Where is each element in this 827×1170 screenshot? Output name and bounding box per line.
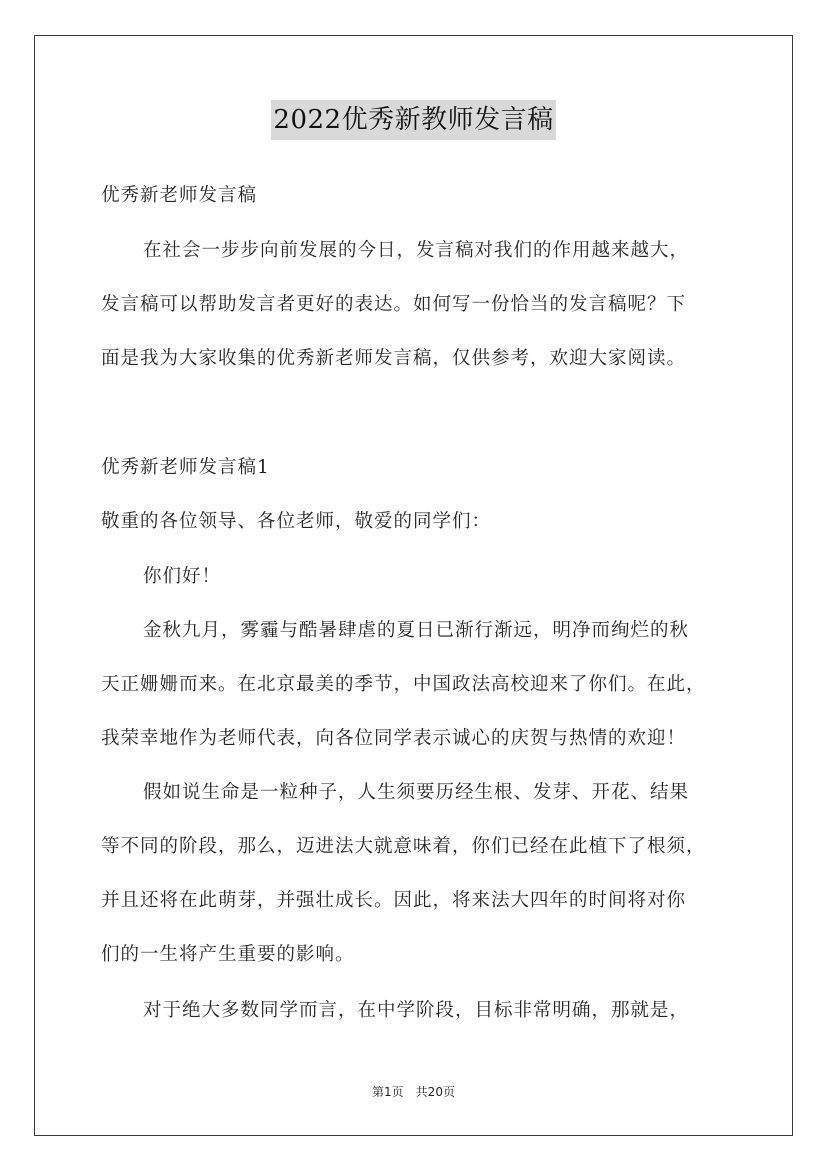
salutation: 敬重的各位领导、各位老师，敬爱的同学们： xyxy=(101,511,492,532)
title-container xyxy=(0,100,827,140)
paragraph-line: 发言稿可以帮助发言者更好的表达。如何写一份恰当的发言稿呢？下 xyxy=(101,294,687,315)
document-title: 2022优秀新教师发言稿 xyxy=(271,100,555,140)
paragraph-line: 并且还将在此萌芽，并强壮成长。因此，将来法大四年的时间将对你 xyxy=(101,890,687,911)
paragraph-line: 对于绝大多数同学而言，在中学阶段，目标非常明确，那就是， xyxy=(143,1000,690,1021)
section-heading: 优秀新老师发言稿 xyxy=(101,185,258,206)
paragraph-line: 我荣幸地作为老师代表，向各位同学表示诚心的庆贺与热情的欢迎！ xyxy=(101,728,687,749)
paragraph-line: 金秋九月，雾霾与酷暑肆虐的夏日已渐行渐远，明净而绚烂的秋 xyxy=(143,620,690,641)
page-number-footer: 第1页 共20页 xyxy=(372,1085,455,1099)
paragraph-line: 天正姗姗而来。在北京最美的季节，中国政法高校迎来了你们。在此， xyxy=(101,674,706,695)
paragraph-line: 等不同的阶段，那么，迈进法大就意味着，你们已经在此植下了根须， xyxy=(101,836,706,857)
section-heading: 优秀新老师发言稿1 xyxy=(101,457,270,478)
paragraph-line: 面是我为大家收集的优秀新老师发言稿，仅供参考，欢迎大家阅读。 xyxy=(101,348,687,369)
greeting: 你们好！ xyxy=(143,566,222,587)
paragraph-line: 假如说生命是一粒种子，人生须要历经生根、发芽、开花、结果 xyxy=(143,782,690,803)
paragraph-line: 们的一生将产生重要的影响。 xyxy=(101,944,355,965)
paragraph-line: 在社会一步步向前发展的今日，发言稿对我们的作用越来越大， xyxy=(143,240,690,261)
